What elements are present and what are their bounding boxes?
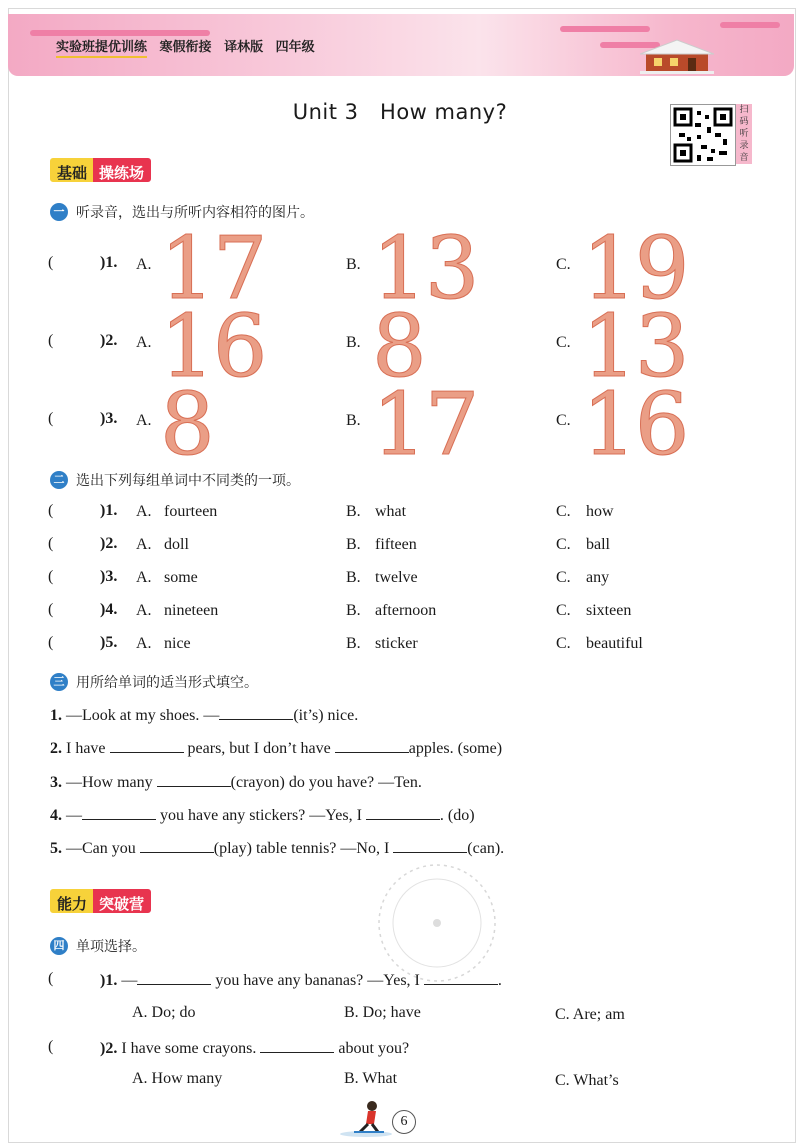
option-b-word[interactable]: sticker (375, 635, 418, 652)
option-c-word[interactable]: sixteen (586, 602, 632, 619)
item-number: )2. (100, 535, 118, 552)
item-number: )1. (100, 972, 118, 989)
option-c-label: C. (556, 256, 571, 273)
section-title-text: 用所给单词的适当形式填空。 (76, 675, 258, 691)
option-a-label: A. (136, 602, 152, 619)
section-number: 一 (50, 203, 68, 221)
answer-blank[interactable] (157, 772, 231, 787)
badge-part2: 操练场 (93, 158, 151, 182)
numeral-picture-c[interactable]: 13 (582, 297, 688, 397)
item-text: you have any bananas? —Yes, I (215, 972, 420, 989)
item-number: 2. (50, 740, 62, 757)
item-text: — (121, 972, 138, 989)
item-text: —How many (66, 774, 153, 791)
section-title-text: 选出下列每组单词中不同类的一项。 (76, 473, 300, 489)
page-number: 6 (392, 1110, 416, 1134)
answer-paren[interactable]: ( (48, 535, 54, 552)
section-number: 四 (50, 937, 68, 955)
item-text: —Can you (66, 840, 136, 857)
answer-blank[interactable] (137, 970, 211, 985)
option-a-word[interactable]: doll (164, 536, 189, 553)
section-badge-advanced (50, 889, 151, 913)
header-sub1: 寒假衔接 (159, 40, 212, 55)
option-c-word[interactable]: beautiful (586, 635, 643, 652)
choice-option-c[interactable]: C. What’s (555, 1072, 619, 1089)
option-a-word[interactable]: fourteen (164, 503, 218, 520)
answer-paren[interactable]: ( (48, 568, 54, 585)
badge-part1: 基础 (50, 158, 93, 182)
badge-part1: 能力 (50, 889, 93, 913)
numeral-picture-c[interactable]: 19 (582, 219, 688, 319)
choice-option-c[interactable]: C. Are; am (555, 1006, 625, 1023)
qr-tag: 扫码听录音 (736, 104, 752, 164)
item-text: pears, but I don’t have (187, 740, 331, 757)
fill-item (50, 772, 422, 792)
answer-blank[interactable] (219, 705, 293, 720)
option-b-label: B. (346, 334, 361, 351)
section-badge-basic (50, 158, 151, 182)
option-a-label: A. (136, 412, 152, 429)
item-number: 3. (50, 774, 62, 791)
option-b-label: B. (346, 503, 361, 520)
option-c-word[interactable]: ball (586, 536, 610, 553)
option-c-label: C. (556, 536, 571, 553)
house-icon (640, 38, 714, 74)
item-text: apples. (some) (408, 740, 503, 757)
choice-question (100, 1038, 409, 1058)
item-text: (it’s) nice. (293, 707, 359, 724)
answer-blank[interactable] (82, 805, 156, 820)
item-number: 5. (50, 840, 62, 857)
answer-blank[interactable] (260, 1038, 334, 1053)
fill-item (50, 738, 502, 758)
item-number: )3. (100, 568, 118, 585)
option-c-word[interactable]: any (586, 569, 610, 586)
fill-item (50, 705, 358, 725)
option-c-label: C. (556, 334, 571, 351)
badge-part2: 突破营 (93, 889, 151, 913)
choice-option-b[interactable]: B. What (344, 1070, 398, 1087)
item-text: (crayon) do you have? —Ten. (230, 774, 422, 791)
page-title: Unit 3 How many? (292, 100, 508, 124)
item-text: (play) table tennis? —No, I (213, 840, 390, 857)
header-brand: 实验班提优训练 (56, 40, 147, 58)
numeral-picture-b[interactable]: 13 (372, 219, 478, 319)
answer-paren[interactable]: ( (48, 1038, 54, 1055)
item-text: I have (66, 740, 106, 757)
item-text: about you? (338, 1040, 410, 1057)
item-text: (can). (467, 840, 505, 857)
option-a-label: A. (136, 503, 152, 520)
option-c-label: C. (556, 569, 571, 586)
section-title-text: 听录音，选出与所听内容相符的图片。 (76, 205, 314, 221)
option-a-label: A. (136, 569, 152, 586)
qr-code-icon[interactable] (670, 104, 736, 166)
fill-item (50, 805, 475, 825)
answer-paren[interactable]: ( (48, 634, 54, 651)
option-a-word[interactable]: some (164, 569, 198, 586)
option-a-label: A. (136, 334, 152, 351)
item-number: )5. (100, 634, 118, 651)
answer-paren[interactable]: ( (48, 502, 54, 519)
item-text: — (66, 807, 82, 824)
answer-blank[interactable] (366, 805, 440, 820)
numeral-picture-b[interactable]: 17 (372, 375, 478, 475)
item-number: 4. (50, 807, 62, 824)
option-b-word[interactable]: twelve (375, 569, 418, 586)
item-number: )3. (100, 410, 118, 427)
header-sub2: 译林版 (224, 40, 264, 55)
answer-paren[interactable]: ( (48, 601, 54, 618)
choice-question (100, 970, 502, 990)
option-a-label: A. (136, 536, 152, 553)
option-b-word[interactable]: fifteen (375, 536, 417, 553)
header-text (56, 36, 323, 55)
answer-blank[interactable] (424, 970, 498, 985)
item-text: . (do) (439, 807, 475, 824)
numeral-picture-a[interactable]: 17 (160, 219, 266, 319)
answer-blank[interactable] (335, 738, 409, 753)
section-2-title (50, 470, 300, 490)
option-b-word[interactable]: what (375, 503, 407, 520)
item-number: )4. (100, 601, 118, 618)
option-c-label: C. (556, 503, 571, 520)
option-b-label: B. (346, 569, 361, 586)
fill-item (50, 838, 504, 858)
section-3-title (50, 672, 258, 692)
item-number: 1. (50, 707, 62, 724)
section-title-text: 单项选择。 (76, 939, 146, 955)
numeral-picture-a[interactable]: 16 (160, 297, 266, 397)
answer-blank[interactable] (393, 838, 467, 853)
item-text: —Look at my shoes. — (66, 707, 220, 724)
item-number: )1. (100, 502, 118, 519)
numeral-picture-c[interactable]: 16 (582, 375, 688, 475)
option-a-word[interactable]: nice (164, 635, 191, 652)
header-stripe (560, 26, 650, 32)
option-b-label: B. (346, 602, 361, 619)
section-number: 三 (50, 673, 68, 691)
item-number: )1. (100, 254, 118, 271)
answer-blank[interactable] (140, 838, 214, 853)
option-b-label: B. (346, 412, 361, 429)
choice-option-a[interactable]: A. How many (132, 1070, 223, 1087)
item-text: . (497, 972, 502, 989)
choice-option-b[interactable]: B. Do; have (344, 1004, 421, 1021)
item-number: )2. (100, 332, 118, 349)
watermark-stamp-icon (372, 858, 502, 988)
answer-paren[interactable]: ( (48, 332, 54, 349)
item-number: )2. (100, 1040, 118, 1057)
header-sub3: 四年级 (275, 40, 315, 55)
option-b-label: B. (346, 536, 361, 553)
option-c-word[interactable]: how (586, 503, 614, 520)
section-4-title (50, 936, 146, 956)
option-b-label: B. (346, 256, 361, 273)
item-text: you have any stickers? —Yes, I (160, 807, 362, 824)
choice-option-a[interactable]: A. Do; do (132, 1004, 196, 1021)
answer-paren[interactable]: ( (48, 254, 54, 271)
answer-paren[interactable]: ( (48, 970, 54, 987)
answer-blank[interactable] (110, 738, 184, 753)
section-number: 二 (50, 471, 68, 489)
option-c-label: C. (556, 602, 571, 619)
option-a-label: A. (136, 256, 152, 273)
answer-paren[interactable]: ( (48, 410, 54, 427)
skater-icon (338, 1098, 394, 1138)
option-b-label: B. (346, 635, 361, 652)
item-text: I have some crayons. (121, 1040, 257, 1057)
option-b-word[interactable]: afternoon (375, 602, 437, 619)
option-a-word[interactable]: nineteen (164, 602, 219, 619)
option-c-label: C. (556, 412, 571, 429)
option-a-label: A. (136, 635, 152, 652)
numeral-picture-a[interactable]: 8 (160, 375, 213, 475)
header-stripe (720, 22, 780, 28)
numeral-picture-b[interactable]: 8 (372, 297, 425, 397)
option-c-label: C. (556, 635, 571, 652)
